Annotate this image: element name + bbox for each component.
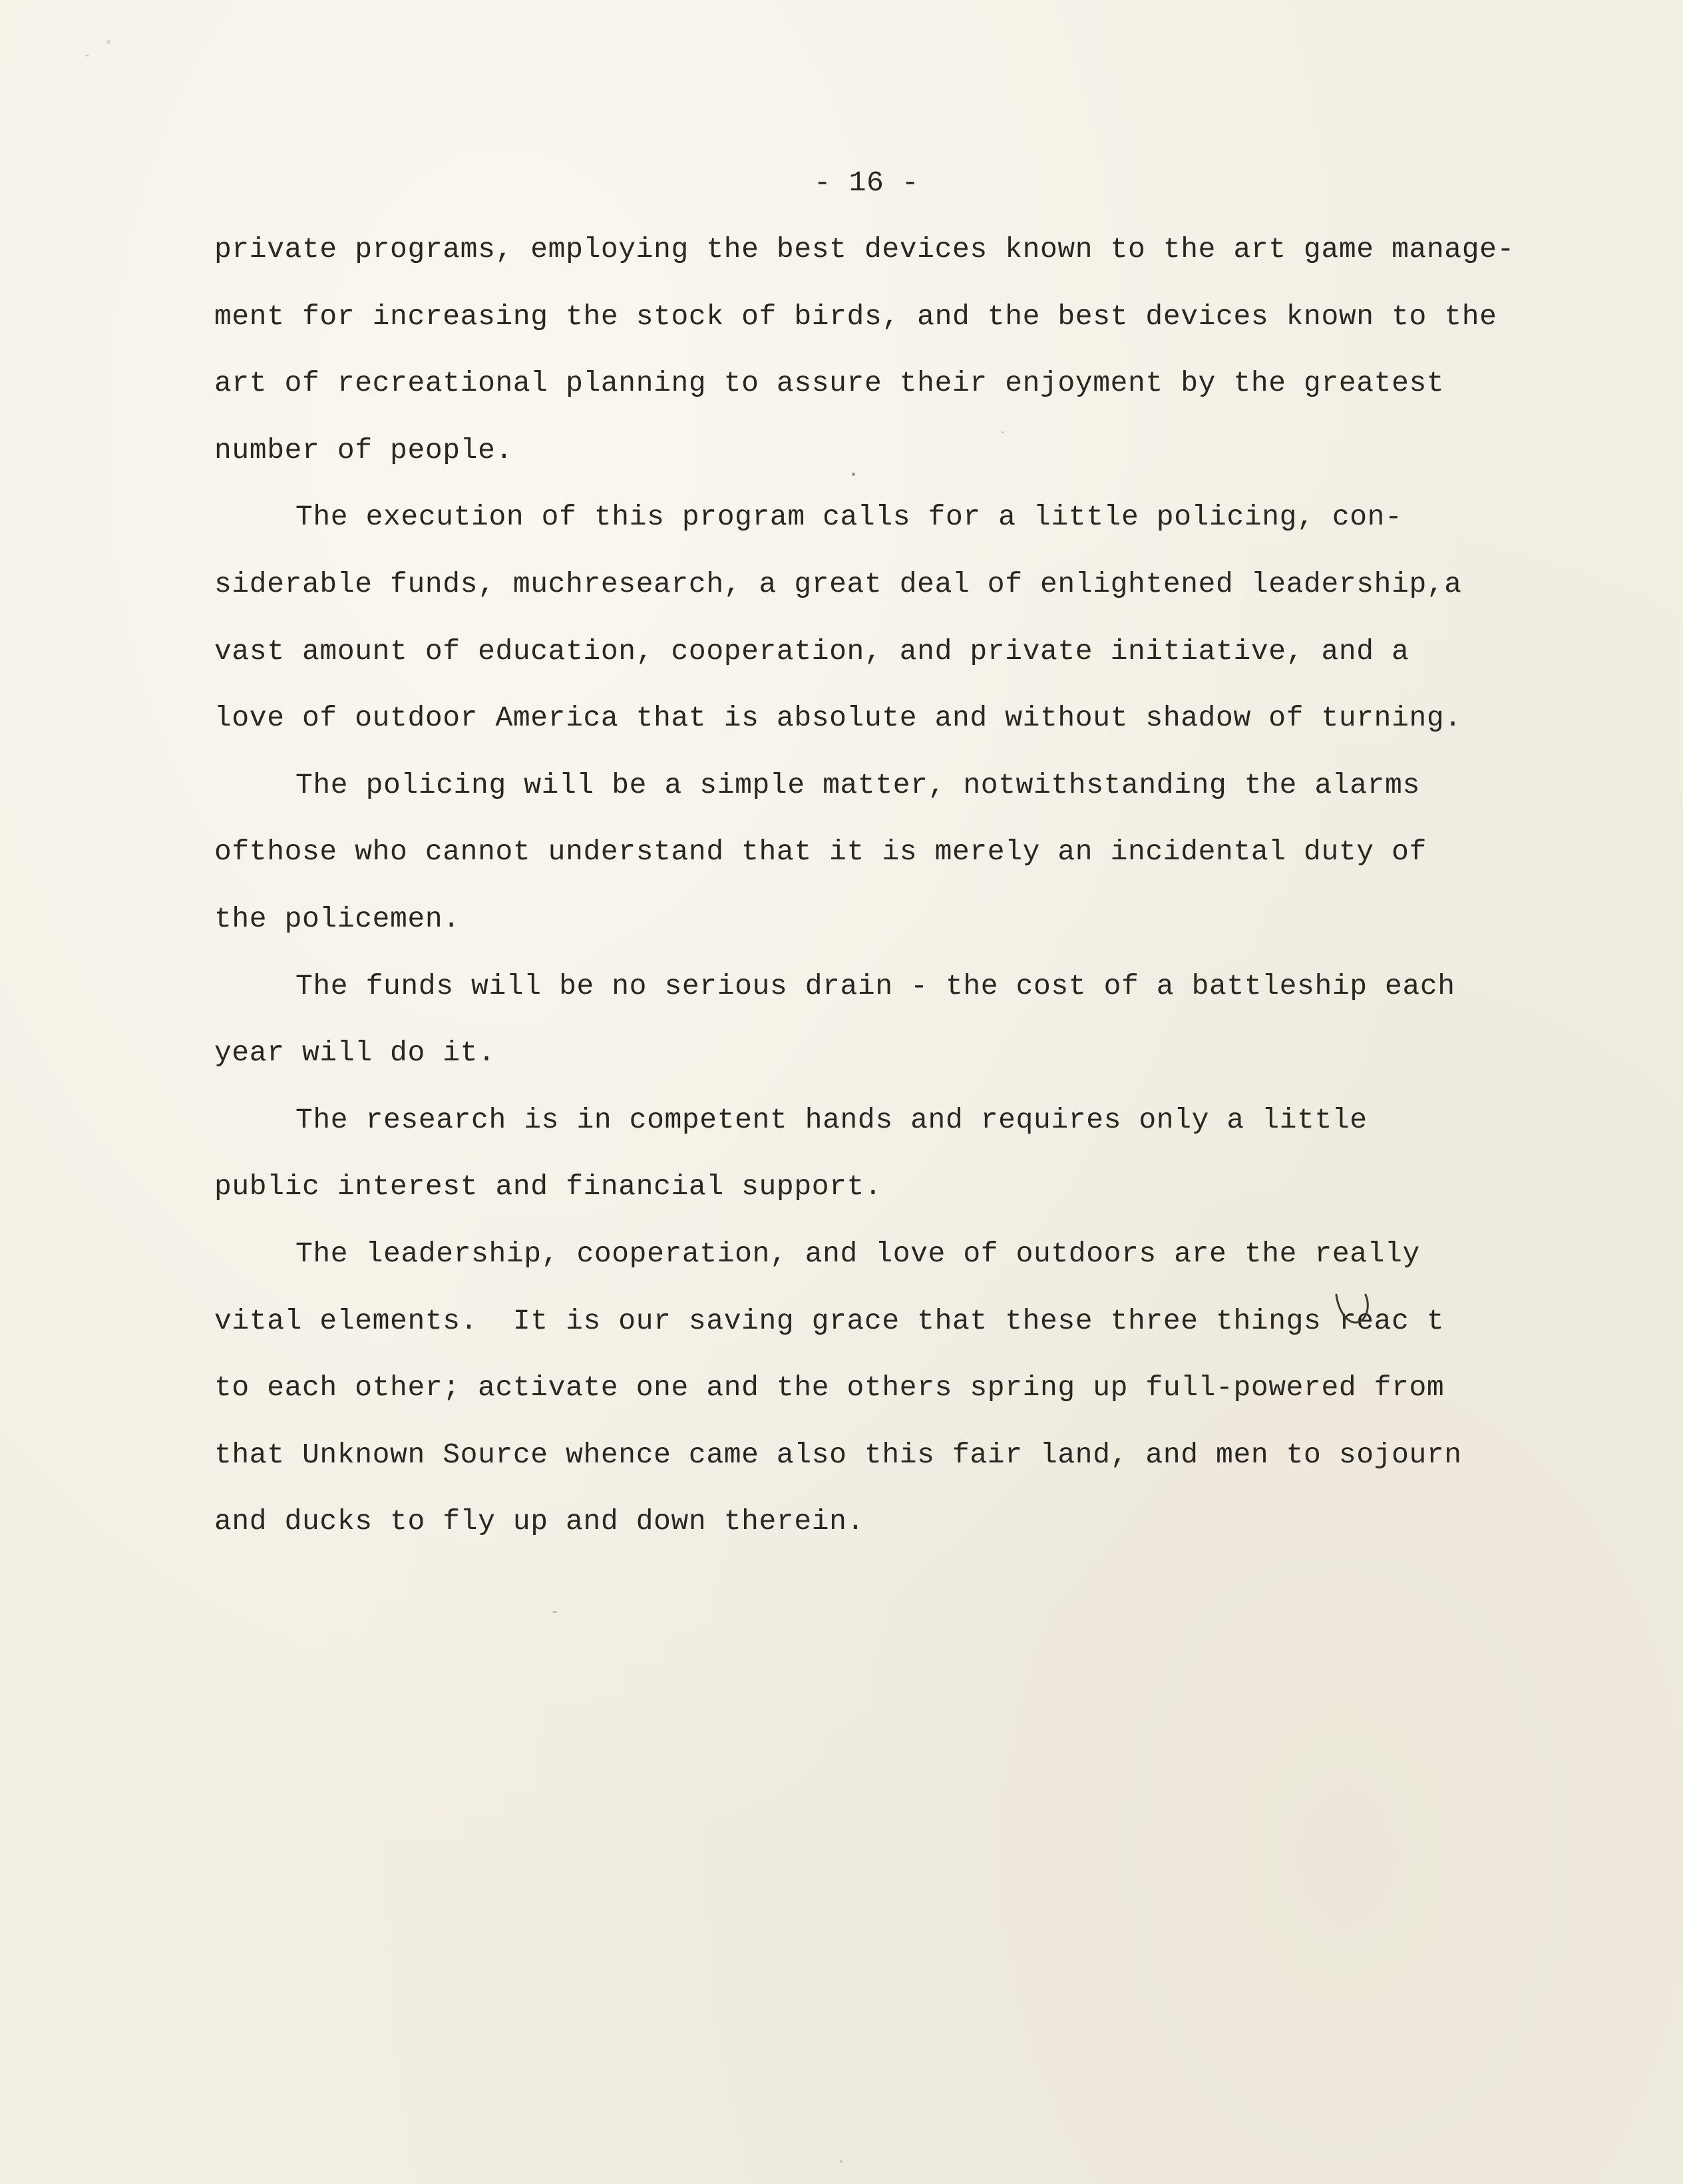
- text-line: public interest and financial support.: [214, 1170, 882, 1203]
- text-line: vast amount of education, cooperation, and private initiative, and a: [214, 634, 1409, 668]
- paper-speck: [85, 55, 89, 57]
- paragraph-first-line: The funds will be no serious drain - the cost of a battleship each: [295, 969, 1455, 1002]
- text-line: ofthose who cannot understand that it is merely an incidental duty of: [214, 835, 1427, 869]
- page-number: - 16 -: [813, 166, 920, 199]
- text-line: and ducks to fly up and down therein.: [214, 1505, 864, 1538]
- paragraph-first-line: The leadership, cooperation, and love of outdoors are the really: [295, 1237, 1420, 1270]
- paragraph-first-line: The policing will be a simple matter, notwithstanding the alarms: [295, 768, 1420, 801]
- text-line: siderable funds, muchresearch, a great deal of enlightened leadership,a: [214, 567, 1462, 600]
- text-line: art of recreational planning to assure their enjoyment by the greatest: [214, 367, 1445, 400]
- text-line: private programs, employing the best devices known to the art game manage-: [214, 233, 1515, 266]
- text-line: ment for increasing the stock of birds, and the best devices known to the: [214, 300, 1497, 333]
- document-body: [214, 216, 1515, 1556]
- text-line: to each other; activate one and the others spring up full-powered from: [214, 1371, 1445, 1405]
- text-line: love of outdoor America that is absolute and without shadow of turning.: [214, 702, 1462, 735]
- text-line: year will do it.: [214, 1036, 496, 1070]
- text-line: vital elements. It is our saving grace that these three things reac t: [214, 1304, 1445, 1337]
- paper-speck: [552, 1611, 557, 1613]
- paragraph-first-line: The research is in competent hands and requires only a little: [295, 1103, 1368, 1136]
- text-line: number of people.: [214, 433, 513, 467]
- text-line: the policemen.: [214, 902, 461, 935]
- paper-speck: [106, 40, 110, 44]
- paper-speck: [840, 2160, 842, 2163]
- handwritten-correction-mark: [1331, 1288, 1378, 1335]
- paragraph-first-line: The execution of this program calls for a little policing, con-: [295, 501, 1403, 534]
- text-line: that Unknown Source whence came also this fair land, and men to sojourn: [214, 1438, 1462, 1471]
